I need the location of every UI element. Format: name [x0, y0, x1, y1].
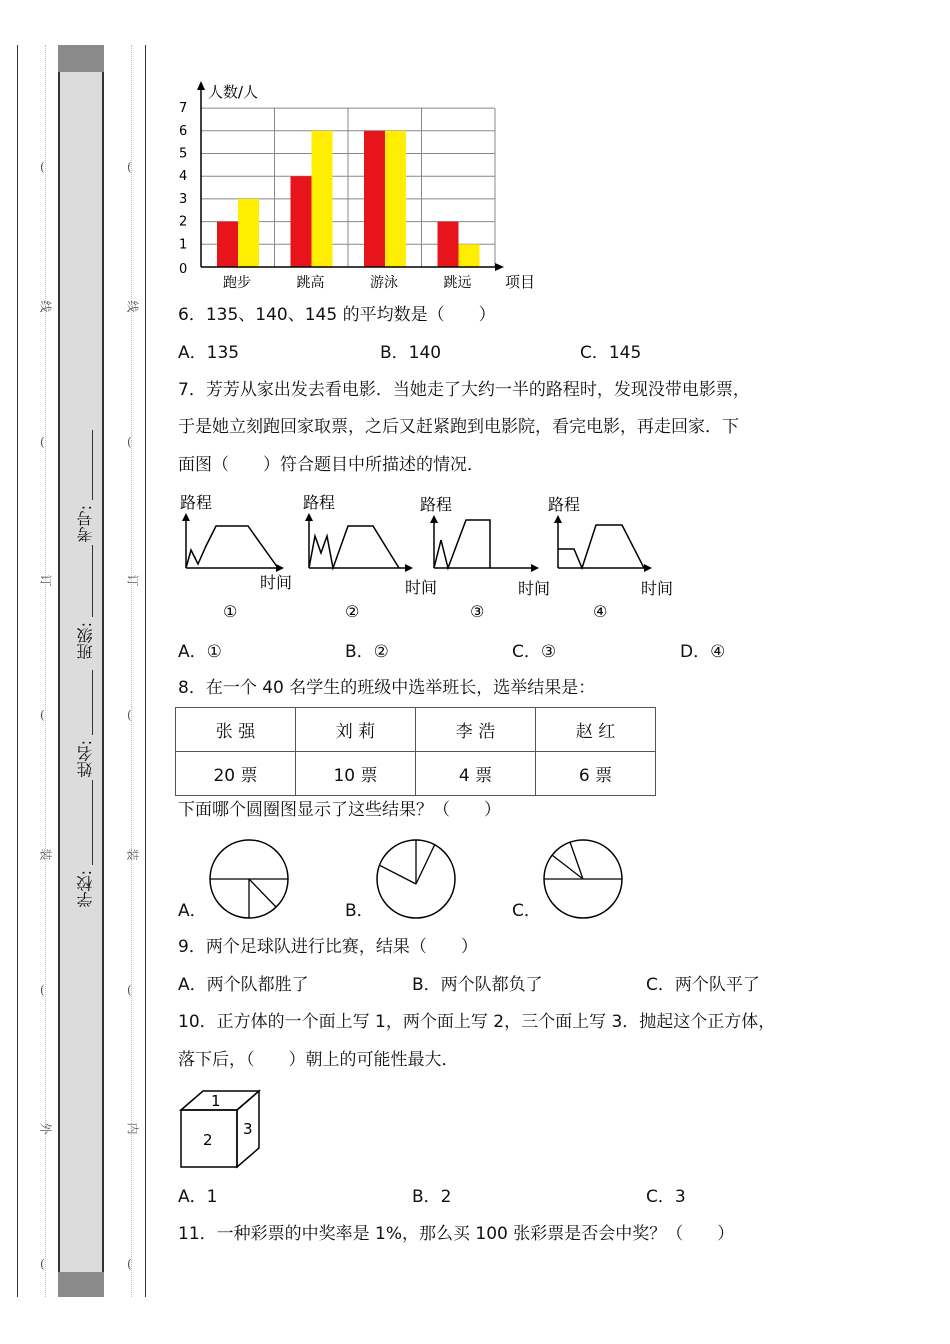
question-7-line-2: 于是她立刻跑回家取票，之后又赶紧跑到电影院，看完电影，再走回家．下 [178, 417, 739, 437]
graph-y-label: 路程 [420, 495, 453, 514]
graph-x-label: 时间 [405, 578, 438, 597]
cut-mark: 内 [125, 1122, 140, 1135]
q10-option-c[interactable]: C．3 [646, 1187, 686, 1207]
candidate-name: 赵 红 [536, 708, 656, 752]
q7-option-a[interactable]: A．① [178, 642, 222, 662]
cube-face-side: 3 [243, 1120, 253, 1138]
distance-time-graph-3 [418, 488, 558, 623]
q6-option-b[interactable]: B．140 [380, 343, 442, 363]
pie-diagram-c [542, 838, 626, 922]
vote-count: 4 票 [416, 752, 536, 796]
q7-option-c[interactable]: C．③ [512, 642, 557, 662]
cut-mark: ( [40, 708, 45, 722]
y-tick-label: 0 [179, 262, 188, 277]
question-7-line-1: 7．芳芳从家出发去看电影．当她走了大约一半的路程时，发现没带电影票， [178, 380, 750, 400]
graph-number: ④ [593, 602, 608, 621]
question-8-ask: 下面哪个圆圈图显示了这些结果？（ ） [178, 800, 501, 820]
cut-mark: 订 [125, 574, 140, 587]
q10-option-a[interactable]: A．1 [178, 1187, 218, 1207]
cut-mark: ( [40, 435, 45, 449]
x-tick-label: 跑步 [223, 275, 251, 291]
cut-mark: ( [127, 160, 132, 174]
y-tick-label: 7 [179, 101, 188, 117]
outer-left-line [17, 45, 18, 1297]
bar [438, 222, 459, 267]
candidate-name: 李 浩 [416, 708, 536, 752]
cube-face-front: 2 [203, 1131, 213, 1149]
graph-number: ③ [470, 602, 485, 621]
bar [459, 244, 480, 267]
cut-mark: 装 [125, 848, 140, 861]
question-11-stem: 11．一种彩票的中奖率是 1%，那么买 100 张彩票是否会中奖？（ ） [178, 1224, 735, 1244]
cut-mark: ( [40, 1257, 45, 1271]
bar [312, 131, 333, 267]
y-tick-label: 4 [179, 169, 188, 185]
graph-x-label: 时间 [641, 579, 674, 598]
x-axis-label: 项目 [505, 273, 536, 291]
q6-option-a[interactable]: A．135 [178, 343, 240, 363]
q7-option-b[interactable]: B．② [345, 642, 389, 662]
q8-option-a[interactable]: A． [178, 901, 207, 921]
vote-count: 10 票 [296, 752, 416, 796]
y-tick-label: 1 [179, 237, 188, 253]
binding-strip-bottom-cap [58, 1272, 104, 1297]
x-tick-label: 跳高 [296, 275, 325, 291]
candidate-name: 张 强 [176, 708, 296, 752]
bar [217, 222, 238, 267]
q9-option-c[interactable]: C．两个队平了 [646, 975, 760, 995]
q9-option-a[interactable]: A．两个队都胜了 [178, 975, 309, 995]
graph-line [186, 526, 278, 568]
question-8-stem: 8．在一个 40 名学生的班级中选举班长，选举结果是： [178, 678, 596, 698]
q10-option-b[interactable]: B．2 [412, 1187, 452, 1207]
bar [238, 199, 259, 267]
cut-mark: ( [127, 708, 132, 722]
y-tick-label: 5 [179, 146, 188, 162]
question-9-stem: 9．两个足球队进行比赛，结果（ ） [178, 937, 478, 957]
vote-count: 6 票 [536, 752, 656, 796]
graph-line [558, 525, 644, 568]
class-field-label: 班级: [76, 622, 95, 660]
cut-mark: 线 [125, 300, 140, 313]
graph-line [434, 520, 490, 568]
exam-number-field-blank[interactable] [92, 430, 93, 500]
q6-option-c[interactable]: C．145 [580, 343, 642, 363]
cube-face-top: 1 [211, 1092, 221, 1110]
q9-option-b[interactable]: B．两个队都负了 [412, 975, 543, 995]
inner-right-line [145, 45, 146, 1297]
vote-count: 20 票 [176, 752, 296, 796]
q7-option-d[interactable]: D．④ [680, 642, 726, 662]
q8-option-c[interactable]: C． [512, 901, 541, 921]
cut-mark: ( [127, 435, 132, 449]
bar [385, 131, 406, 267]
school-field-blank[interactable] [92, 780, 93, 865]
graph-y-label: 路程 [303, 493, 336, 512]
graph-number: ① [223, 602, 238, 621]
x-tick-label: 游泳 [370, 275, 398, 291]
y-tick-label: 3 [179, 191, 188, 207]
graph-number: ② [345, 602, 360, 621]
distance-time-graph-4 [546, 488, 686, 623]
y-tick-label: 6 [179, 123, 188, 139]
chart-yticks [179, 101, 187, 277]
binding-strip-top-cap [58, 45, 104, 72]
cut-mark: 外 [38, 1122, 53, 1135]
x-tick-label: 跳远 [443, 275, 472, 291]
cut-mark: 订 [38, 574, 53, 587]
x-axis-arrow [495, 263, 504, 271]
inner-dotted-line [131, 45, 132, 1297]
table-row [176, 708, 656, 752]
graph-x-label: 时间 [260, 573, 293, 592]
outer-dotted-line [45, 45, 46, 1297]
cut-mark: ( [127, 1257, 132, 1271]
cut-mark: ( [40, 983, 45, 997]
cut-mark: 装 [38, 848, 53, 861]
q8-option-b[interactable]: B． [345, 901, 374, 921]
cut-mark: ( [127, 983, 132, 997]
cut-mark: ( [40, 160, 45, 174]
school-field-label: 学校: [76, 870, 95, 908]
candidate-name: 刘 莉 [296, 708, 416, 752]
y-axis-label: 人数/人 [208, 83, 259, 101]
table-row [176, 752, 656, 796]
name-field-label: 姓名: [76, 740, 95, 778]
graph-x-label: 时间 [518, 579, 551, 598]
question-10-line-1: 10．正方体的一个面上写 1，两个面上写 2，三个面上写 3．抛起这个正方体， [178, 1012, 776, 1032]
question-7-line-3: 面图（ ）符合题目中所描述的情况． [178, 455, 484, 475]
election-results-table [175, 707, 656, 796]
exam-number-field-label: 考号: [76, 505, 95, 543]
bar-chart [165, 78, 555, 293]
graph-y-label: 路程 [548, 495, 581, 514]
name-field-blank[interactable] [92, 670, 93, 735]
cube-diagram [178, 1088, 263, 1173]
binding-strip [58, 45, 104, 1297]
question-6-stem: 6．135、140、145 的平均数是（ ） [178, 305, 496, 325]
distance-time-graph-1 [178, 488, 303, 623]
graph-y-label: 路程 [180, 493, 213, 512]
pie-diagram-a [208, 838, 292, 922]
bar [364, 131, 385, 267]
y-axis-arrow [197, 81, 205, 90]
y-tick-label: 2 [179, 214, 188, 230]
chart-xticks [223, 274, 472, 291]
graph-line [309, 526, 399, 568]
bar [291, 176, 312, 267]
pie-diagram-b [375, 838, 459, 922]
question-10-line-2: 落下后，（ ）朝上的可能性最大． [178, 1050, 459, 1070]
class-field-blank[interactable] [92, 545, 93, 617]
cut-mark: 线 [38, 300, 53, 313]
